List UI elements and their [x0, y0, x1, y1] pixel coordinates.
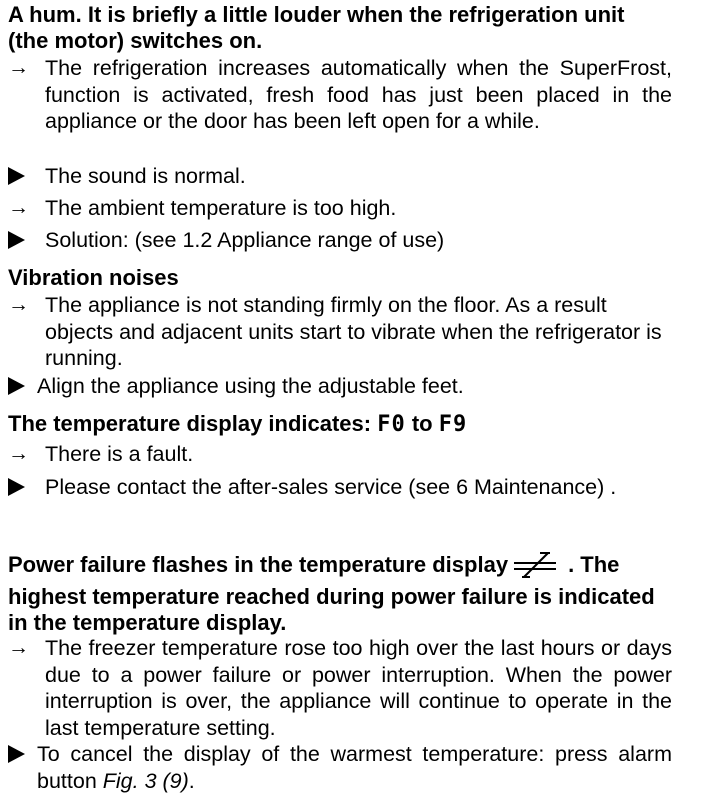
arrow-icon: →	[8, 56, 29, 79]
vibration-arrow-text: The appliance is not standing firmly on the floor. As a result objects and adjacent units start to vibrate when the refrigerator is running.	[45, 293, 662, 370]
hum-action-item-2	[8, 227, 672, 254]
hum-action-text: The sound is normal.	[45, 164, 246, 188]
arrow-icon: →	[8, 442, 29, 465]
hum-arrow-item-2	[8, 195, 672, 222]
triangle-bullet-icon	[8, 474, 38, 504]
triangle-bullet-icon	[8, 741, 38, 771]
triangle-bullet-icon	[8, 163, 38, 193]
arrow-icon: →	[8, 293, 29, 316]
figure-reference: Fig. 3 (9)	[102, 768, 189, 793]
vibration-action-text: Align the appliance using the adjustable feet.	[37, 374, 464, 398]
power-arrow-text: The freezer temperature rose too high over the last hours or days due to a power failure or power interruption. When the power interruption is over, the appliance will continue to operate in the last temperature setting.	[45, 636, 672, 740]
temp-arrow-item	[8, 441, 672, 468]
temp-display-heading: The temperature display indicates: F0 to F9	[8, 411, 468, 437]
hum-arrow-item	[8, 55, 672, 135]
fault-code-start: F0	[377, 412, 406, 437]
temp-arrow-text: There is a fault.	[45, 442, 194, 466]
vibration-arrow-item	[8, 292, 672, 372]
hum-arrow-text: The refrigeration increases automatically when the SuperFrost, function is activated, fresh food has just been placed in the appliance or the door has been left open for a while.	[45, 56, 672, 133]
hum-heading: A hum. It is briefly a little louder when the refrigeration unit (the motor) switches on.	[8, 2, 625, 53]
vibration-action-item	[8, 373, 672, 400]
hum-arrow-text-2: The ambient temperature is too high.	[45, 196, 397, 220]
power-failure-heading: Power failure flashes in the temperature display . The highest temperature reached during power failure is indicated in the temperature display.	[8, 552, 655, 635]
hum-action-item	[8, 163, 672, 190]
power-action-text: To cancel the display of the warmest temperature: press alarm button Fig. 3 (9).	[37, 742, 672, 793]
hum-action-text-2: Solution: (see 1.2 Appliance range of use)	[45, 228, 445, 252]
arrow-icon: →	[8, 636, 29, 659]
power-failure-icon	[510, 552, 566, 584]
triangle-bullet-icon	[8, 227, 38, 257]
fault-code-end: F9	[438, 412, 468, 437]
temp-action-item	[8, 474, 672, 501]
arrow-icon: →	[8, 196, 29, 219]
power-action-item	[8, 741, 672, 794]
vibration-heading: Vibration noises	[8, 265, 179, 290]
triangle-bullet-icon	[8, 373, 38, 403]
power-arrow-item	[8, 635, 672, 741]
temp-action-text: Please contact the after-sales service (see 6 Maintenance) .	[45, 475, 617, 499]
